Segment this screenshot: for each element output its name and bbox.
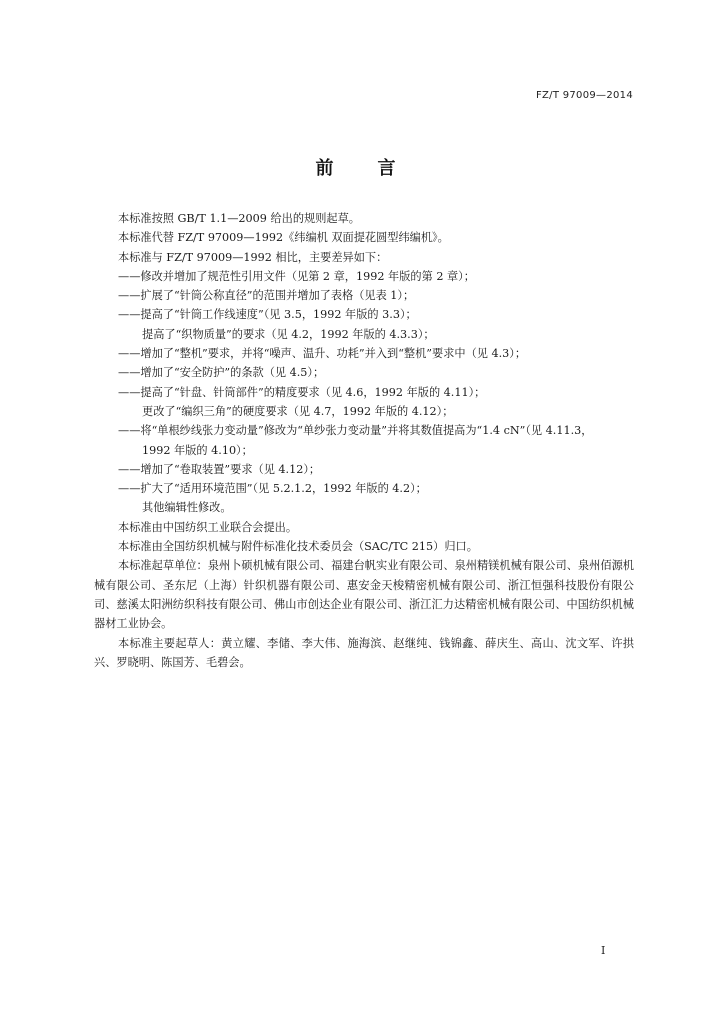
standard-code: FZ/T 97009—2014	[535, 90, 633, 101]
list-item: ——扩展了“针筒公称直径”的范围并增加了表格（见表 1）；	[118, 289, 415, 303]
list-item: ——提高了“针盘、针筒部件”的精度要求（见 4.6，1992 年版的 4.11）；	[118, 385, 486, 399]
paragraph-proposed-by: 本标准由中国纺织工业联合会提出。	[118, 520, 298, 534]
foreword-body	[94, 209, 634, 672]
paragraph-drafting-organizations: 本标准起草单位：泉州卜硕机械有限公司、福建台帆实业有限公司、泉州精镁机械有限公司、泉州佰源机械有限公司、圣东尼（上海）针织机器有限公司、惠安金天梭精密机械有限公司、浙江恒强科技股份有限公司、慈溪太阳洲纺织科技有限公司、佛山市创达企业有限公司、浙江汇力达精密机械有限公司、中国纺织机械器材工业协会。	[94, 559, 634, 631]
page-number: I	[601, 944, 606, 957]
list-item: ——增加了“安全防护”的条款（见 4.5）；	[118, 366, 325, 380]
list-item: 其他编辑性修改。	[142, 501, 232, 515]
list-item: 提高了“织物质量”的要求（见 4.2，1992 年版的 4.3.3）；	[142, 327, 435, 341]
list-item: ——将“单根纱线张力变动量”修改为“单纱张力变动量”并将其数值提高为“1.4 cN”（见 4.11.3，	[118, 424, 593, 438]
paragraph-drafting-rules: 本标准按照 GB/T 1.1—2009 给出的规则起草。	[118, 212, 360, 225]
page-title: 前言	[315, 158, 440, 179]
list-item: ——增加了“卷取装置”要求（见 4.12）；	[118, 462, 321, 476]
paragraph-under-jurisdiction: 本标准由全国纺织机械与附件标准化技术委员会（SAC/TC 215）归口。	[118, 540, 478, 554]
list-item: ——扩大了“适用环境范围”（见 5.2.1.2，1992 年版的 4.2）；	[118, 482, 427, 496]
paragraph-differences-intro: 本标准与 FZ/T 97009—1992 相比，主要差异如下：	[118, 250, 388, 264]
list-item: 更改了“编织三角”的硬度要求（见 4.7，1992 年版的 4.12）；	[142, 404, 454, 418]
list-item: ——提高了“针筒工作线速度”（见 3.5，1992 年版的 3.3）；	[118, 308, 417, 322]
paragraph-drafters: 本标准主要起草人：黄立耀、李储、李大伟、施海滨、赵继纯、钱锦鑫、薛庆生、高山、沈文军、许拱兴、罗晓明、陈国芳、毛碧会。	[94, 636, 634, 669]
list-item: ——修改并增加了规范性引用文件（见第 2 章，1992 年版的第 2 章）；	[118, 269, 475, 283]
list-item-continuation: 1992 年版的 4.10）；	[142, 443, 253, 457]
list-item: ——增加了“整机”要求，并将“噪声、温升、功耗”并入到“整机”要求中（见 4.3）；	[118, 347, 527, 361]
paragraph-replaces: 本标准代替 FZ/T 97009—1992《纬编机 双面提花圆型纬编机》。	[118, 231, 449, 245]
